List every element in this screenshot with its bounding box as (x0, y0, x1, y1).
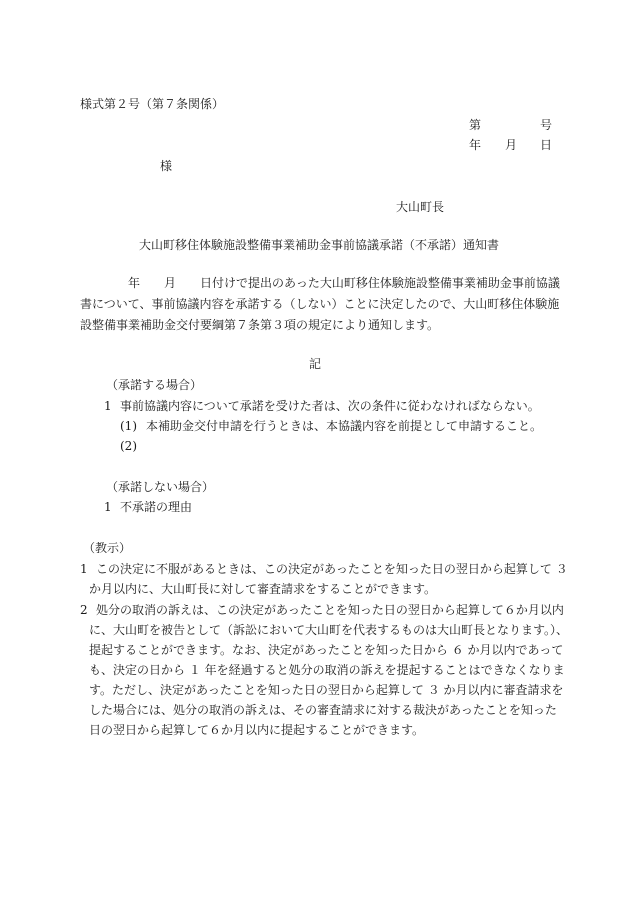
date-day: 日 (540, 138, 553, 152)
body-line: 書について、事前協議内容を承諾する（しない）ことに決定したので、大山町移住体験施 (80, 297, 560, 311)
instruction-item-number: 1 (80, 562, 88, 576)
instruction-line: 提起することができます。なお、決定があったことを知った日から ６ か月以内であって (89, 643, 564, 657)
document-title: 大山町移住体験施設整備事業補助金事前協議承諾（不承諾）通知書 (139, 238, 500, 252)
body-line: 年 月 日付けで提出のあった大山町移住体験施設整備事業補助金事前協議 (80, 276, 560, 290)
condition-text: 本補助金交付申請を行うときは、本協議内容を前提として申請すること。 (146, 419, 543, 433)
approved-item-number: 1 (104, 399, 112, 413)
doc-number-suffix: 号 (540, 118, 553, 132)
doc-number-prefix: 第 (469, 118, 482, 132)
date-month: 月 (505, 138, 518, 152)
instruction-heading: （教示） (83, 541, 132, 555)
ki-heading: 記 (309, 357, 322, 371)
instruction-line: 処分の取消の訴えは、この決定があったことを知った日の翌日から起算して６か月以内 (96, 603, 564, 617)
addressee-suffix: 様 (160, 159, 173, 173)
instruction-line: した場合には、処分の取消の訴えは、その審査請求に対する裁決があったことを知った (89, 703, 557, 717)
instruction-line: 日の翌日から起算して６か月以内に提起することができます。 (89, 723, 425, 737)
date-year: 年 (469, 138, 482, 152)
instruction-line: に、大山町を被告として（訴訟において大山町を代表するものは大山町長となります。）、 (89, 623, 569, 637)
form-label: 様式第２号（第７条関係） (80, 97, 225, 111)
approved-heading: （承諾する場合） (106, 378, 203, 392)
approved-item-text: 事前協議内容について承諾を受けた者は、次の条件に従わなければならない。 (120, 399, 540, 413)
instruction-item-number: 2 (80, 603, 88, 617)
instruction-line: この決定に不服があるときは、この決定があったことを知った日の翌日から起算して ３ (96, 562, 568, 576)
condition-number: (1) (120, 419, 137, 433)
not-approved-heading: （承諾しない場合） (106, 480, 215, 494)
not-approved-item-number: 1 (104, 500, 112, 514)
instruction-line: か月以内に、大山町長に対して審査請求をすることができます。 (89, 582, 437, 596)
instruction-line: す。ただし、決定があったことを知った日の翌日から起算して ３ か月以内に審査請求を (89, 683, 564, 697)
instruction-line: も、決定の日から １ 年を経過すると処分の取消の訴えを提起することはできなくなりま (89, 663, 565, 677)
issuer: 大山町長 (396, 200, 445, 214)
not-approved-item-text: 不承諾の理由 (120, 500, 193, 514)
condition-number: (2) (120, 439, 137, 453)
body-line: 設整備事業補助金交付要綱第７条第３項の規定により通知します。 (80, 318, 440, 332)
